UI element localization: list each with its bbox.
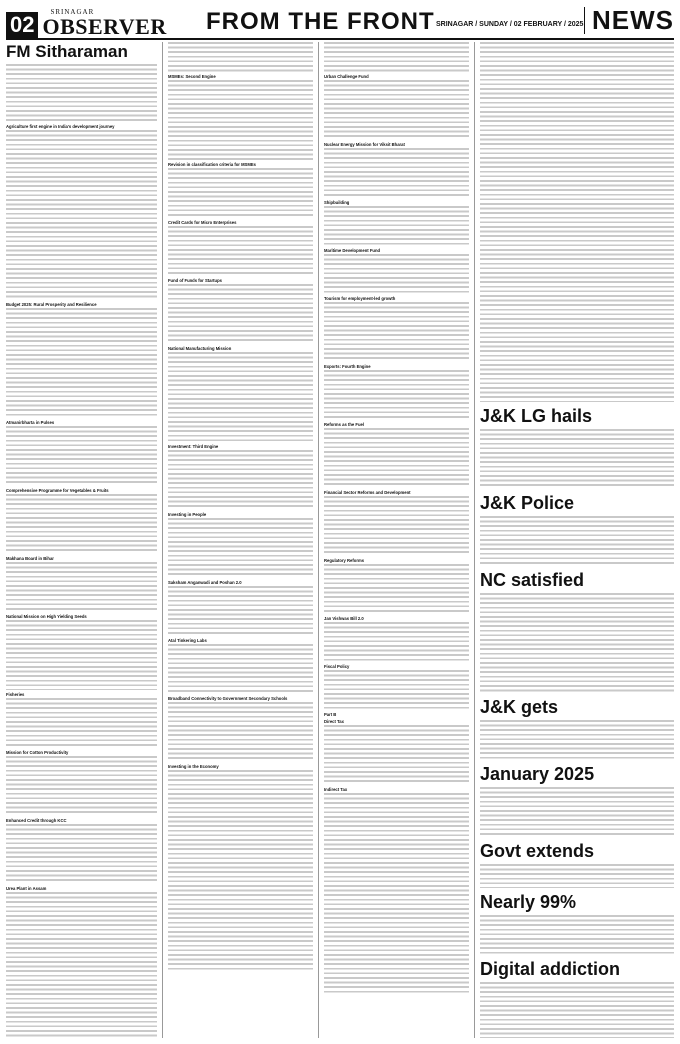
subhead: MSMEs: Second Engine bbox=[168, 74, 216, 79]
subhead: Budget 2025: Rural Prosperity and Resilience bbox=[6, 302, 97, 307]
body-text bbox=[324, 148, 469, 198]
body-text bbox=[480, 516, 674, 566]
body-text bbox=[168, 586, 313, 636]
subhead: Investment: Third Engine bbox=[168, 444, 219, 449]
subhead: Enhanced Credit through KCC bbox=[6, 818, 67, 823]
page-number: 02 bbox=[6, 12, 38, 38]
story-headline: Govt extends bbox=[480, 841, 595, 861]
column-2 bbox=[162, 42, 318, 1038]
body-text bbox=[480, 915, 674, 955]
subhead: Tourism for employment-led growth bbox=[324, 296, 396, 301]
subhead: Investing in the Economy bbox=[168, 764, 219, 769]
story-headline: Nearly 99% bbox=[480, 892, 577, 912]
dateline: SRINAGAR / SUNDAY / 02 FEBRUARY / 2025 bbox=[436, 21, 584, 28]
body-text bbox=[168, 644, 313, 694]
subhead: Fisheries bbox=[6, 692, 25, 697]
body-text bbox=[6, 308, 157, 418]
section-tag: NEWS bbox=[592, 5, 674, 35]
subhead: Urea Plant in Assam bbox=[6, 886, 47, 891]
article-columns bbox=[6, 42, 674, 1038]
body-text bbox=[168, 42, 313, 72]
body-text bbox=[324, 206, 469, 246]
body-text bbox=[480, 864, 674, 888]
body-text bbox=[168, 226, 313, 276]
subhead: Saksham Anganwadi and Poshan 2.0 bbox=[168, 580, 242, 585]
story-headline: Digital addiction bbox=[480, 959, 621, 979]
subhead: Comprehensive Programme for Vegetables & Fruits bbox=[6, 488, 109, 493]
body-text bbox=[324, 725, 469, 785]
subhead: Agriculture first engine in India's development journey bbox=[6, 124, 115, 129]
subhead: Maritime Development Fund bbox=[324, 248, 381, 253]
subhead: Mission for Cotton Productivity bbox=[6, 750, 69, 755]
masthead bbox=[6, 4, 674, 40]
section-title: FROM THE FRONT bbox=[206, 8, 435, 35]
story-headline: J&K gets bbox=[480, 697, 559, 717]
subhead: Exports: Fourth Engine bbox=[324, 364, 371, 369]
body-text bbox=[6, 562, 157, 612]
body-text bbox=[6, 756, 157, 816]
body-text bbox=[168, 352, 313, 442]
body-text bbox=[480, 787, 674, 837]
subhead: Atal Tinkering Labs bbox=[168, 638, 207, 643]
subhead: National Mission on High Yielding Seeds bbox=[6, 614, 87, 619]
body-text bbox=[324, 80, 469, 140]
body-text bbox=[6, 698, 157, 748]
subhead: Makhana Board in Bihar bbox=[6, 556, 54, 561]
subhead: Shipbuilding bbox=[324, 200, 350, 205]
body-text bbox=[324, 622, 469, 662]
story-headline: NC satisfied bbox=[480, 570, 585, 590]
subhead: Regulatory Reforms bbox=[324, 558, 365, 563]
body-text bbox=[324, 254, 469, 294]
subhead: Atmanirbharta in Pulses bbox=[6, 420, 55, 425]
subhead: National Manufacturing Mission bbox=[168, 346, 232, 351]
subhead: Part B bbox=[324, 712, 337, 717]
body-text bbox=[168, 770, 313, 970]
body-text bbox=[480, 42, 674, 402]
brand-small: SRINAGAR bbox=[50, 8, 95, 16]
body-text bbox=[6, 892, 157, 1038]
body-text bbox=[480, 982, 674, 1038]
subhead: Fund of Funds for Startups bbox=[168, 278, 222, 283]
subhead: Credit Cards for Micro Enterprises bbox=[168, 220, 237, 225]
brand-logo bbox=[42, 9, 166, 38]
body-text bbox=[6, 64, 157, 122]
body-text bbox=[324, 428, 469, 488]
subhead: Indirect Tax bbox=[324, 787, 348, 792]
body-text bbox=[324, 496, 469, 556]
body-text bbox=[168, 168, 313, 218]
body-text bbox=[324, 670, 469, 710]
body-text bbox=[6, 426, 157, 486]
body-text bbox=[324, 302, 469, 362]
body-text bbox=[480, 720, 674, 760]
body-text bbox=[6, 824, 157, 884]
column-1 bbox=[6, 42, 162, 1038]
body-text bbox=[324, 793, 469, 993]
body-text bbox=[168, 518, 313, 578]
body-text bbox=[168, 284, 313, 344]
body-text bbox=[324, 42, 469, 72]
brand-name: OBSERVER bbox=[42, 14, 167, 39]
subhead: Jan Vishwas Bill 2.0 bbox=[324, 616, 364, 621]
subhead: Investing in People bbox=[168, 512, 207, 517]
body-text bbox=[168, 702, 313, 762]
body-text bbox=[6, 620, 157, 690]
subhead: Broadband Connectivity to Government Secondary Schools bbox=[168, 696, 288, 701]
body-text bbox=[480, 593, 674, 693]
story-headline: J&K LG hails bbox=[480, 406, 593, 426]
lead-headline: FM Sitharaman bbox=[6, 42, 128, 61]
column-3 bbox=[318, 42, 474, 1038]
column-4 bbox=[474, 42, 674, 1038]
subhead: Revision in classification criteria for MSMEs bbox=[168, 162, 256, 167]
subhead: Nuclear Energy Mission for Viksit Bharat bbox=[324, 142, 405, 147]
body-text bbox=[324, 564, 469, 614]
subhead: Direct Tax bbox=[324, 719, 344, 724]
body-text bbox=[168, 80, 313, 160]
story-headline: January 2025 bbox=[480, 764, 595, 784]
story-headline: J&K Police bbox=[480, 493, 575, 513]
subhead: Fiscal Policy bbox=[324, 664, 350, 669]
subhead: Financial Sector Reforms and Development bbox=[324, 490, 411, 495]
body-text bbox=[480, 429, 674, 489]
body-text bbox=[6, 130, 157, 300]
body-text bbox=[168, 450, 313, 510]
body-text bbox=[324, 370, 469, 420]
subhead: Urban Challenge Fund bbox=[324, 74, 369, 79]
subhead: Reforms as the Fuel bbox=[324, 422, 365, 427]
body-text bbox=[6, 494, 157, 554]
